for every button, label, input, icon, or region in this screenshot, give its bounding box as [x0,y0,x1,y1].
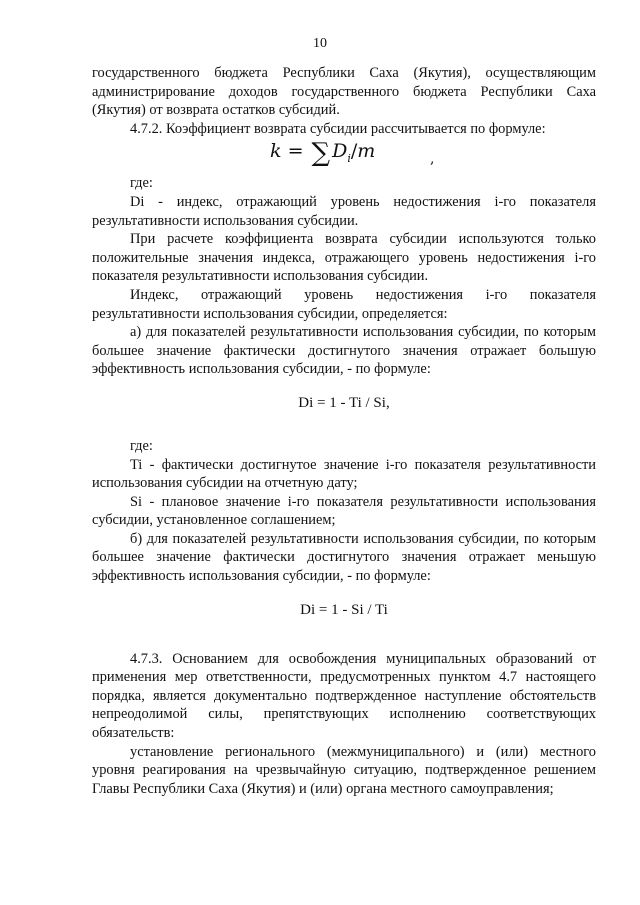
where-label-1: где: [130,175,153,192]
paragraph-positive-values: При расчете коэффициента возврата субсидии используются только положительные значения индекса, отражающего уровень недостижения i-го показателя результативности использования субсидии. [92,231,596,285]
paragraph-ti-definition: Ti - фактически достигнутое значение i-го показателя результативности использования субсидии на отчетную дату; [92,456,596,492]
paragraph-case-a: а) для показателей результативности использования субсидии, по которым большее значение фактически достигнутого значения отражает большую эффективность использования субсидии, - по формуле: [92,324,596,378]
paragraph-di-definition: Di - индекс, отражающий уровень недостижения i-го показателя результативности использования субсидии. [92,193,596,229]
paragraph-budget-admin: государственного бюджета Республики Саха (Якутия), осуществляющим администрирование доходов государственного бюджета Республики Саха (Якутия) от возврата остатков субсидий. [92,65,596,119]
formula-k-m: m [357,140,376,163]
formula-k-d: D [332,140,348,163]
formula-k-comma: , [430,151,435,168]
paragraph-emergency-level: установление регионального (межмуниципального) и (или) местного уровня реагирования на чрезвычайную ситуацию, подтвержденное решением Главы Республики Саха (Якутия) и (или) органа местного самоуправления; [92,743,596,797]
page-number: 10 [313,36,327,51]
formula-case-b: Di = 1 - Si / Ti [300,601,388,618]
paragraph-case-b: б) для показателей результативности использования субсидии, по которым большее значение фактически достигнутого значения отражает меньшую эффективность использования субсидии, - по формуле: [92,530,596,585]
formula-k-slash: / [350,140,358,163]
paragraph-4-7-3: 4.7.3. Основанием для освобождения муниципальных образований от применения мер ответственности, предусмотренных пунктом 4.7 настоящего порядка, является документально подтвержденное наступление обстоятельств непреодолимой силы, препятствующих исполнению соответствующих обязательств: [92,650,596,742]
formula-k-expression [270,138,376,169]
document-body [92,64,596,798]
paragraph-si-definition: Si - плановое значение i-го показателя результативности использования субсидии, установленное соглашением; [92,493,596,529]
formula-k-var: k [270,140,282,163]
where-label-2: где: [130,437,153,454]
formula-return-coefficient [92,138,596,174]
formula-k-equals: = [287,140,304,163]
formula-case-a: Di = 1 - Ti / Si, [298,394,390,411]
paragraph-4-7-2: 4.7.2. Коэффициент возврата субсидии рассчитывается по формуле: [130,120,546,137]
sum-symbol: ∑ [311,138,331,169]
formula-k-sub: i [347,152,351,166]
paragraph-index-definition: Индекс, отражающий уровень недостижения i-го показателя результативности использования субсидии, определяется: [92,286,596,322]
